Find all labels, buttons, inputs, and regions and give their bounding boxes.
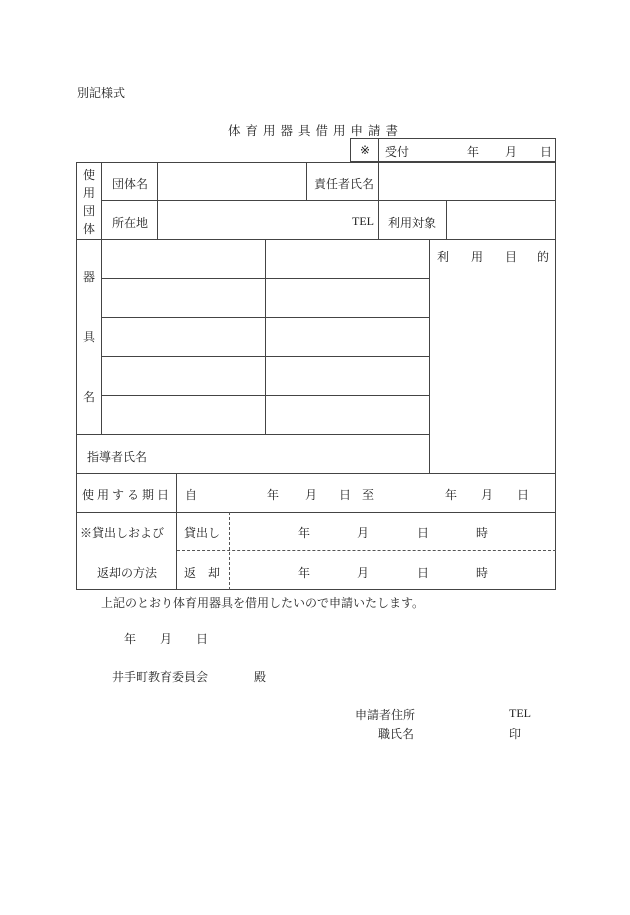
addressee-name: 井手町教育委員会 (112, 670, 209, 684)
lending-label-line1: ※貸出しおよび (80, 526, 165, 540)
period-to: 至 (362, 488, 375, 502)
lend-label: 貸出し (184, 526, 221, 540)
reception-day: 日 (540, 145, 553, 159)
reception-month: 月 (505, 145, 518, 159)
return-label: 返 却 (184, 566, 221, 580)
period-month-1: 月 (305, 488, 318, 502)
equipment-cell[interactable] (102, 396, 264, 433)
period-year-1: 年 (267, 488, 280, 502)
responsible-label: 責任者氏名 (314, 177, 375, 191)
equipment-cell[interactable] (102, 318, 264, 355)
period-from: 自 (185, 488, 198, 502)
reception-year: 年 (467, 145, 480, 159)
equipment-cell[interactable] (102, 357, 264, 394)
form-label: 別記様式 (77, 86, 126, 100)
applicant-name-label: 職氏名 (378, 727, 415, 741)
equipment-label-2: 具 (82, 330, 95, 344)
equipment-label-1: 器 (82, 270, 95, 284)
return-month: 月 (357, 566, 370, 580)
applicant-address-label: 申請者住所 (355, 708, 416, 722)
lend-year: 年 (298, 526, 311, 540)
equipment-cell[interactable] (266, 318, 428, 355)
return-day: 日 (417, 566, 430, 580)
reception-label: 受付 (385, 145, 410, 159)
equipment-cell[interactable] (102, 279, 264, 316)
period-label: 使用する期日 (82, 488, 173, 502)
date-day: 日 (196, 632, 209, 646)
address-label: 所在地 (112, 216, 149, 230)
applicant-tel-label: TEL (509, 706, 531, 720)
period-year-2: 年 (445, 488, 458, 502)
lend-hour: 時 (476, 526, 489, 540)
date-month: 月 (160, 632, 173, 646)
addressee-honorific: 殿 (254, 670, 267, 684)
responsible-field[interactable] (379, 163, 555, 199)
lending-label-line2: 返却の方法 (97, 566, 158, 580)
equipment-cell[interactable] (266, 396, 428, 433)
date-year: 年 (124, 632, 137, 646)
page-title: 体育用器具借用申請書 (228, 123, 404, 138)
applicant-seal-label: 印 (509, 727, 522, 741)
period-month-2: 月 (481, 488, 494, 502)
purpose-field[interactable] (430, 266, 555, 472)
org-tel-label: TEL (352, 214, 374, 228)
equipment-cell[interactable] (266, 357, 428, 394)
reception-mark: ※ (360, 143, 371, 157)
instructor-field[interactable] (160, 436, 428, 472)
equipment-cell[interactable] (266, 240, 428, 277)
equipment-label-3: 名 (82, 390, 95, 404)
org-name-label: 団体名 (112, 177, 149, 191)
equipment-cell[interactable] (102, 240, 264, 277)
reception-box (350, 138, 556, 162)
return-year: 年 (298, 566, 311, 580)
target-label: 利用対象 (388, 216, 437, 230)
address-field[interactable] (158, 201, 308, 238)
return-hour: 時 (476, 566, 489, 580)
lend-day: 日 (417, 526, 430, 540)
equipment-cell[interactable] (266, 279, 428, 316)
target-field[interactable] (447, 201, 555, 238)
lend-month: 月 (357, 526, 370, 540)
period-day-1: 日 (339, 488, 352, 502)
application-statement: 上記のとおり体育用器具を借用したいので申請いたします。 (101, 596, 425, 610)
period-day-2: 日 (517, 488, 530, 502)
instructor-label: 指導者氏名 (87, 450, 148, 464)
org-name-field[interactable] (158, 163, 305, 199)
